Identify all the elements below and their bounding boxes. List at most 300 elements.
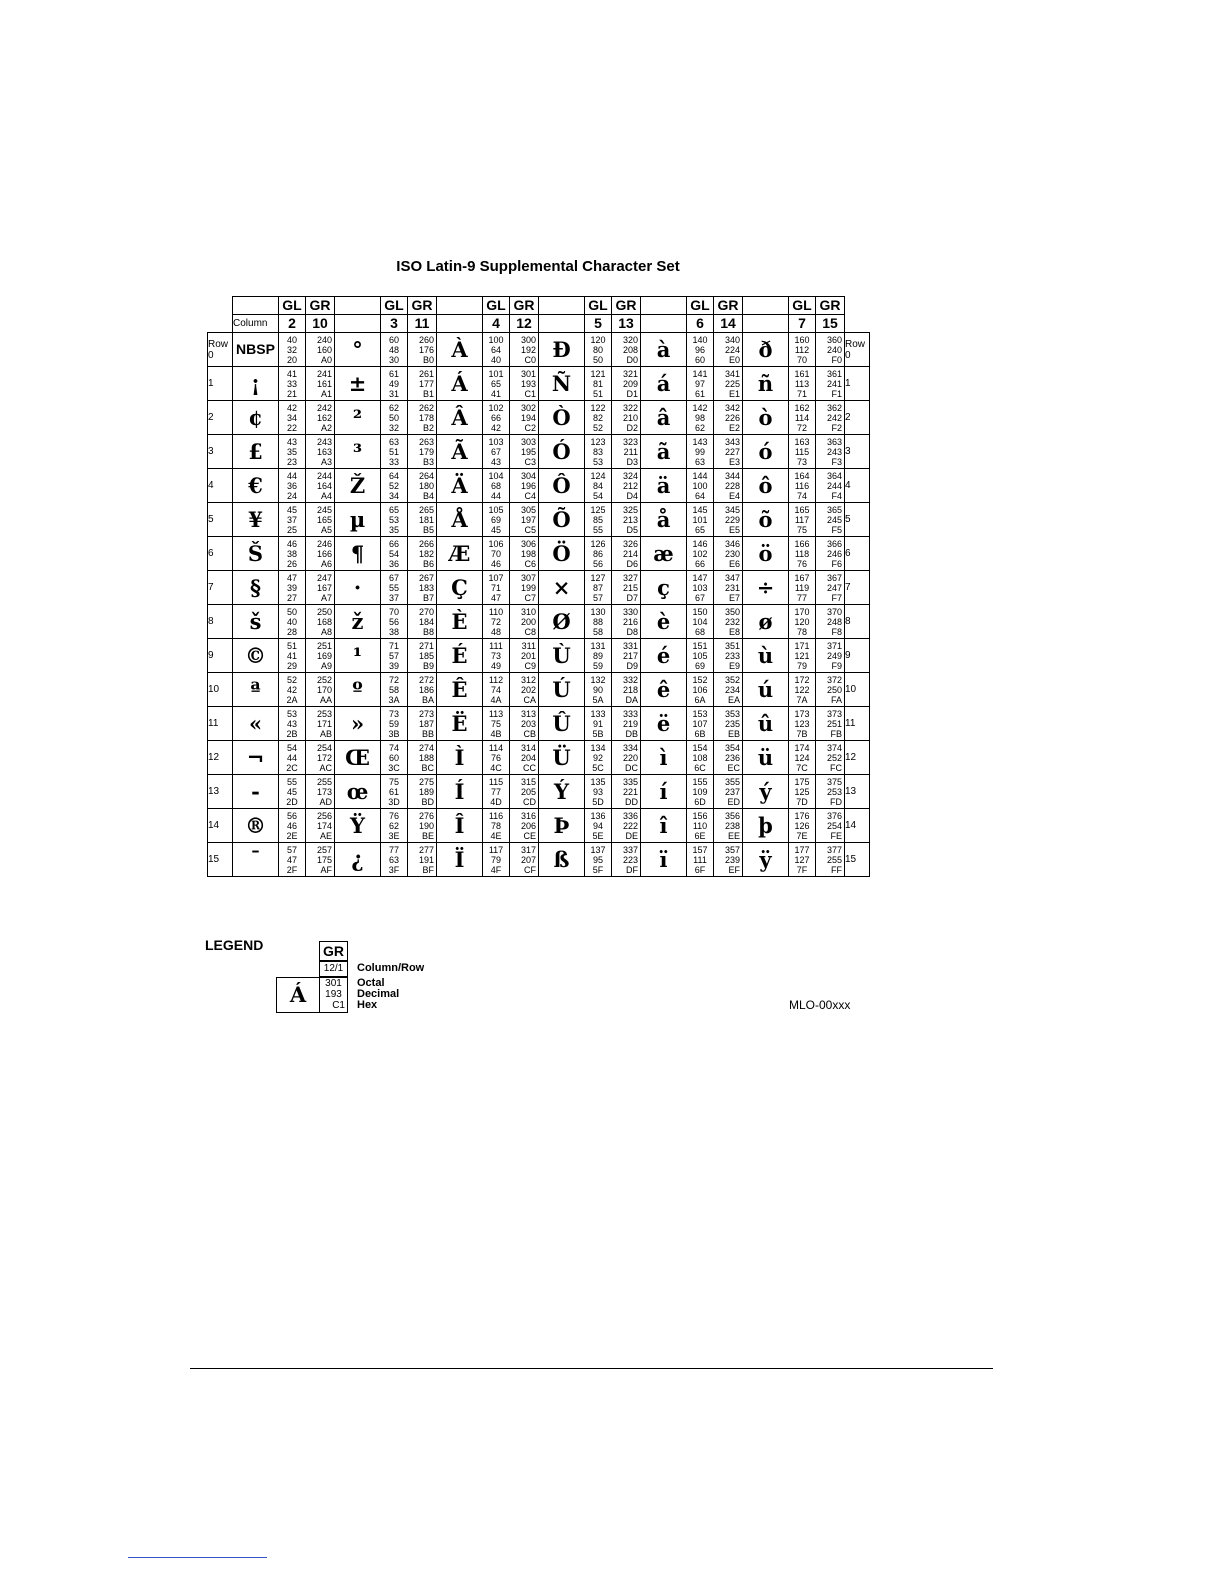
gl-codes (585, 537, 612, 571)
gl-codes (687, 673, 714, 707)
octal-value: 167 (794, 572, 810, 583)
decimal-value: 47 (286, 854, 297, 865)
hex-value: C9 (524, 660, 536, 671)
hex-value: CD (523, 796, 536, 807)
row-label: 2 (208, 401, 233, 435)
character-glyph: š (233, 605, 279, 639)
hex-value: D7 (626, 592, 638, 603)
octal-value: 103 (488, 436, 504, 447)
row-label-right: 5 (845, 503, 870, 537)
octal-value: 245 (316, 504, 332, 515)
character-glyph: Í (437, 775, 483, 809)
octal-value: 61 (388, 368, 399, 379)
column-number-gl: 2 (279, 315, 306, 333)
decimal-value: 109 (692, 786, 708, 797)
octal-value: 117 (488, 844, 504, 855)
octal-value: 142 (692, 402, 708, 413)
row-label: 14 (208, 809, 233, 843)
character-glyph: ® (233, 809, 279, 843)
hex-value: FE (830, 830, 842, 841)
legend-label-column-row: Column/Row (357, 962, 425, 974)
gr-codes (306, 741, 335, 775)
hex-value: E0 (728, 354, 740, 365)
decimal-value: 75 (490, 718, 501, 729)
header-gr-label: GR (816, 297, 845, 315)
octal-value: 376 (826, 810, 842, 821)
gl-codes (381, 537, 408, 571)
hex-value: 38 (388, 626, 399, 637)
character-glyph: Ñ (539, 367, 585, 401)
gr-codes (612, 367, 641, 401)
header-gl-label: GL (789, 297, 816, 315)
decimal-value: 240 (826, 344, 842, 355)
hex-value: D2 (626, 422, 638, 433)
hex-value: 49 (490, 660, 501, 671)
octal-value: 252 (316, 674, 332, 685)
decimal-value: 87 (592, 582, 603, 593)
hex-value: DF (626, 864, 638, 875)
decimal-value: 223 (622, 854, 638, 865)
gl-codes (483, 707, 510, 741)
gr-codes (714, 843, 743, 877)
header-row-gl-gr (208, 297, 870, 315)
octal-value: 134 (590, 742, 606, 753)
decimal-value: 111 (693, 854, 707, 865)
hex-value: A1 (320, 388, 332, 399)
hex-value: A6 (320, 558, 332, 569)
gr-codes (612, 741, 641, 775)
row-number: 0 (845, 349, 851, 361)
decimal-value: 236 (724, 752, 740, 763)
character-glyph: ê (641, 673, 687, 707)
octal-value: 171 (794, 640, 810, 651)
decimal-value: 35 (286, 446, 297, 457)
octal-value: 305 (520, 504, 536, 515)
hex-value: D0 (626, 354, 638, 365)
octal-value: 132 (590, 674, 606, 685)
octal-value: 270 (418, 606, 434, 617)
hex-value: 47 (490, 592, 501, 603)
character-glyph: ï (641, 843, 687, 877)
decimal-value: 226 (724, 412, 740, 423)
character-glyph: å (641, 503, 687, 537)
character-set-table (207, 296, 870, 877)
hex-value: 78 (796, 626, 807, 637)
octal-value: 63 (388, 436, 399, 447)
character-glyph: £ (233, 435, 279, 469)
legend-octal-value: 301 (325, 978, 342, 989)
gl-codes (687, 333, 714, 367)
octal-value: 57 (286, 844, 297, 855)
hex-value: CE (523, 830, 536, 841)
octal-value: 271 (418, 640, 434, 651)
hex-value: 61 (694, 388, 705, 399)
decimal-value: 200 (520, 616, 536, 627)
gl-codes (585, 843, 612, 877)
gr-codes (306, 843, 335, 877)
character-glyph: ñ (743, 367, 789, 401)
decimal-value: 160 (316, 344, 332, 355)
decimal-value: 118 (794, 548, 810, 559)
hex-value: D9 (626, 660, 638, 671)
decimal-value: 49 (388, 378, 399, 389)
octal-value: 330 (622, 606, 638, 617)
octal-value: 266 (418, 538, 434, 549)
gl-codes (279, 741, 306, 775)
hex-value: F0 (831, 354, 842, 365)
gl-codes (585, 605, 612, 639)
decimal-value: 183 (418, 582, 434, 593)
decimal-value: 60 (388, 752, 399, 763)
decimal-value: 249 (826, 650, 842, 661)
gl-codes (279, 469, 306, 503)
octal-value: 105 (488, 504, 504, 515)
octal-value: 74 (388, 742, 399, 753)
hex-value: B9 (422, 660, 434, 671)
octal-value: 274 (418, 742, 434, 753)
decimal-value: 59 (388, 718, 399, 729)
gr-codes (816, 673, 845, 707)
hex-value: C2 (524, 422, 536, 433)
decimal-value: 66 (490, 412, 501, 423)
hex-value: 7E (796, 830, 808, 841)
octal-value: 163 (794, 436, 810, 447)
header-blank (539, 315, 585, 333)
hex-value: 64 (694, 490, 705, 501)
gr-codes (510, 469, 539, 503)
gr-codes (408, 435, 437, 469)
hex-value: 50 (592, 354, 603, 365)
decimal-value: 174 (316, 820, 332, 831)
header-gl-label: GL (483, 297, 510, 315)
row-label-right: 15 (845, 843, 870, 877)
decimal-value: 231 (724, 582, 740, 593)
octal-value: 46 (286, 538, 297, 549)
octal-value: 343 (724, 436, 740, 447)
character-glyph: ò (743, 401, 789, 435)
gl-codes (687, 843, 714, 877)
character-glyph: Ú (539, 673, 585, 707)
character-glyph: ÿ (743, 843, 789, 877)
decimal-value: 125 (794, 786, 810, 797)
gr-codes (816, 333, 845, 367)
decimal-value: 74 (490, 684, 501, 695)
decimal-value: 162 (316, 412, 332, 423)
decimal-value: 67 (490, 446, 501, 457)
hex-value: D8 (626, 626, 638, 637)
octal-value: 170 (794, 606, 810, 617)
gr-codes (510, 775, 539, 809)
legend-label-decimal: Decimal (357, 988, 400, 1000)
decimal-value: 191 (418, 854, 434, 865)
decimal-value: 70 (490, 548, 501, 559)
decimal-value: 107 (692, 718, 708, 729)
character-glyph: æ (641, 537, 687, 571)
octal-value: 276 (418, 810, 434, 821)
hex-value: 6F (694, 864, 706, 875)
hex-value: 7C (796, 762, 808, 773)
chart-title: ISO Latin-9 Supplemental Character Set (396, 258, 680, 275)
hex-value: F4 (831, 490, 842, 501)
octal-value: 335 (622, 776, 638, 787)
gl-codes (687, 741, 714, 775)
header-gr-label: GR (612, 297, 641, 315)
hex-value: C6 (524, 558, 536, 569)
octal-value: 275 (418, 776, 434, 787)
gr-codes (306, 503, 335, 537)
gl-codes (789, 605, 816, 639)
hex-value: E9 (728, 660, 740, 671)
gl-codes (585, 333, 612, 367)
gr-codes (714, 707, 743, 741)
octal-value: 42 (286, 402, 297, 413)
character-glyph: Ó (539, 435, 585, 469)
character-glyph: Ø (539, 605, 585, 639)
octal-value: 102 (488, 402, 504, 413)
octal-value: 370 (826, 606, 842, 617)
decimal-value: 80 (592, 344, 603, 355)
hex-value: C7 (524, 592, 536, 603)
decimal-value: 195 (520, 446, 536, 457)
gr-codes (306, 435, 335, 469)
decimal-value: 72 (490, 616, 501, 627)
decimal-value: 99 (694, 446, 705, 457)
octal-value: 152 (692, 674, 708, 685)
hex-value: B0 (422, 354, 434, 365)
table-row (208, 333, 870, 367)
row-label: 4 (208, 469, 233, 503)
decimal-value: 172 (316, 752, 332, 763)
character-glyph: ý (743, 775, 789, 809)
gr-codes (510, 435, 539, 469)
octal-value: 246 (316, 538, 332, 549)
hex-value: 7A (796, 694, 808, 705)
decimal-value: 65 (490, 378, 501, 389)
decimal-value: 243 (826, 446, 842, 457)
hex-value: 77 (796, 592, 807, 603)
octal-value: 313 (520, 708, 536, 719)
decimal-value: 90 (592, 684, 603, 695)
octal-value: 173 (794, 708, 810, 719)
gl-codes (381, 503, 408, 537)
hex-value: E3 (728, 456, 740, 467)
decimal-value: 213 (622, 514, 638, 525)
gr-codes (510, 503, 539, 537)
hex-value: DB (625, 728, 638, 739)
gr-codes (612, 809, 641, 843)
hex-value: DA (625, 694, 638, 705)
decimal-value: 55 (388, 582, 399, 593)
decimal-value: 237 (724, 786, 740, 797)
octal-value: 316 (520, 810, 536, 821)
row-label-right: 13 (845, 775, 870, 809)
character-glyph: À (437, 333, 483, 367)
gl-codes (687, 571, 714, 605)
octal-value: 256 (316, 810, 332, 821)
decimal-value: 51 (388, 446, 399, 457)
gl-codes (789, 367, 816, 401)
gl-codes (483, 639, 510, 673)
character-glyph: â (641, 401, 687, 435)
gr-codes (306, 537, 335, 571)
hex-value: 35 (388, 524, 399, 535)
column-number-gr: 12 (510, 315, 539, 333)
character-glyph: ç (641, 571, 687, 605)
character-glyph: Ý (539, 775, 585, 809)
decimal-value: 56 (388, 616, 399, 627)
gl-codes (381, 639, 408, 673)
decimal-value: 127 (794, 854, 810, 865)
octal-value: 300 (520, 334, 536, 345)
decimal-value: 205 (520, 786, 536, 797)
decimal-value: 180 (418, 480, 434, 491)
hex-value: AC (319, 762, 332, 773)
hex-value: 45 (490, 524, 501, 535)
gl-codes (483, 605, 510, 639)
table-row (208, 435, 870, 469)
character-glyph: Ã (437, 435, 483, 469)
octal-value: 324 (622, 470, 638, 481)
character-glyph: ó (743, 435, 789, 469)
gl-codes (687, 639, 714, 673)
gl-codes (381, 571, 408, 605)
header-blank (641, 297, 687, 315)
gr-codes (408, 469, 437, 503)
octal-value: 325 (622, 504, 638, 515)
gr-codes (714, 333, 743, 367)
gl-codes (483, 741, 510, 775)
decimal-value: 247 (826, 582, 842, 593)
gl-codes (585, 809, 612, 843)
octal-value: 53 (286, 708, 297, 719)
decimal-value: 38 (286, 548, 297, 559)
decimal-value: 120 (794, 616, 810, 627)
gr-codes (306, 809, 335, 843)
hex-value: 5F (592, 864, 604, 875)
hex-value: BC (421, 762, 434, 773)
hex-value: 46 (490, 558, 501, 569)
hex-value: B6 (422, 558, 434, 569)
gr-codes (408, 333, 437, 367)
decimal-value: 81 (592, 378, 603, 389)
decimal-value: 117 (794, 514, 810, 525)
hex-value: 57 (592, 592, 603, 603)
octal-value: 344 (724, 470, 740, 481)
header-gr-label: GR (408, 297, 437, 315)
octal-value: 250 (316, 606, 332, 617)
decimal-value: 193 (520, 378, 536, 389)
hex-value: 5A (592, 694, 604, 705)
character-glyph: ° (335, 333, 381, 367)
octal-value: 116 (488, 810, 504, 821)
gl-codes (279, 639, 306, 673)
octal-value: 124 (590, 470, 606, 481)
hex-value: 7B (796, 728, 808, 739)
hex-value: AA (319, 694, 332, 705)
octal-value: 347 (724, 572, 740, 583)
character-glyph: Ô (539, 469, 585, 503)
header-gr-label: GR (714, 297, 743, 315)
hex-value: D5 (626, 524, 638, 535)
legend-title: LEGEND (205, 937, 264, 953)
character-glyph: ¢ (233, 401, 279, 435)
decimal-value: 216 (622, 616, 638, 627)
octal-value: 365 (826, 504, 842, 515)
hex-value: 29 (286, 660, 297, 671)
decimal-value: 245 (826, 514, 842, 525)
hex-value: 75 (796, 524, 807, 535)
octal-value: 352 (724, 674, 740, 685)
gl-codes (279, 435, 306, 469)
octal-value: 377 (826, 844, 842, 855)
gr-codes (612, 843, 641, 877)
decimal-value: 122 (794, 684, 810, 695)
octal-value: 113 (488, 708, 504, 719)
decimal-value: 241 (826, 378, 842, 389)
gl-codes (381, 775, 408, 809)
decimal-value: 218 (622, 684, 638, 695)
gr-codes (714, 605, 743, 639)
decimal-value: 224 (724, 344, 740, 355)
hex-value: C0 (524, 354, 536, 365)
gr-codes (714, 571, 743, 605)
legend-gr-label: GR (319, 941, 348, 961)
decimal-value: 69 (490, 514, 501, 525)
octal-value: 137 (590, 844, 606, 855)
gl-codes (381, 673, 408, 707)
hex-value: F2 (831, 422, 842, 433)
decimal-value: 115 (794, 446, 810, 457)
character-glyph: NBSP (233, 333, 279, 367)
character-glyph: © (233, 639, 279, 673)
octal-value: 47 (286, 572, 297, 583)
octal-value: 133 (590, 708, 606, 719)
header-blank (335, 315, 381, 333)
gl-codes (789, 775, 816, 809)
decimal-value: 76 (490, 752, 501, 763)
decimal-value: 41 (286, 650, 297, 661)
hex-value: 32 (388, 422, 399, 433)
hex-value: C5 (524, 524, 536, 535)
octal-value: 374 (826, 742, 842, 753)
gr-codes (714, 809, 743, 843)
gr-codes (510, 843, 539, 877)
row-number: 0 (208, 349, 214, 361)
row-heading: Row (845, 338, 866, 350)
hex-value: 36 (388, 558, 399, 569)
gr-codes (306, 605, 335, 639)
character-glyph: Î (437, 809, 483, 843)
character-glyph: Æ (437, 537, 483, 571)
gr-codes (816, 571, 845, 605)
decimal-value: 39 (286, 582, 297, 593)
octal-value: 272 (418, 674, 434, 685)
column-number-gr: 11 (408, 315, 437, 333)
decimal-value: 227 (724, 446, 740, 457)
corner-cell (208, 315, 233, 333)
decimal-value: 204 (520, 752, 536, 763)
hex-value: DE (625, 830, 638, 841)
gr-codes (612, 503, 641, 537)
gr-codes (714, 469, 743, 503)
octal-value: 41 (286, 368, 297, 379)
decimal-value: 175 (316, 854, 332, 865)
hex-value: 5D (592, 796, 604, 807)
row-label: 8 (208, 605, 233, 639)
gl-codes (585, 775, 612, 809)
hex-value: BE (421, 830, 434, 841)
octal-value: 371 (826, 640, 842, 651)
